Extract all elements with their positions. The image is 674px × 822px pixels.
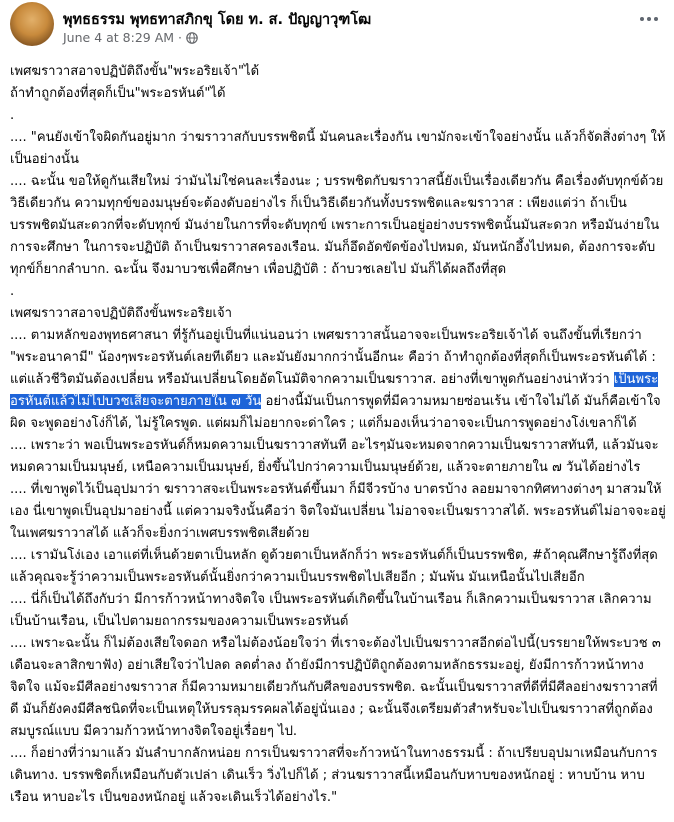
post-timestamp[interactable]: June 4 at 8:29 AM: [63, 30, 175, 45]
post-meta: [63, 30, 198, 45]
post-header: [0, 0, 674, 58]
paragraph: .... เพราะว่า พอเป็นพระอรหันต์ก็หมดความเป็นฆราวาสทันที อะไรๆมันจะหมดจากความเป็นฆราวาสทันที, แล้วมันจะหมดความเป็นมนุษย์, เหนือความเป็นมนุษย์, ยิ่งขึ้นไปกว่าความเป็นมนุษย์ด้วย, แล้วจะตายภายใน ๗ วันได้อย่างไร: [10, 438, 659, 475]
more-options-icon[interactable]: [632, 8, 666, 30]
paragraph: .... ฉะนั้น ขอให้ดูกันเสียใหม่ ว่ามันไม่ใช่คนละเรื่องนะ ; บรรพชิตกับฆราวาสนี้ยังเป็นเรื่องเดียวกัน คือเรื่องดับทุกข์ด้วยวิธีเดียวกัน ความทุกข์ของมนุษย์จะต้องดับอย่างไร ก็เป็นวิธีเดียวกันทั้งบรรพชิตและฆราวาส : เพียงแต่ว่า ถ้าเป็นบรรพชิตมันสะดวกที่จะดับทุกข์ มันง่ายในการที่จะดับทุกข์ เพราะการเป็นอยู่อย่างบรรพชิตนั้นมันสะดวก หรือมันง่ายในการจะศึกษา ในการจะปฏิบัติ ถ้าเป็นฆราวาสครองเรือน. มันก็อึดอัดขัดข้องไปหมด, มันหนักอึ้งไปหมด, ต้องการจะดับทุกข์ก็ยากลำบาก. ฉะนั้น จึงมาบวชเพื่อศึกษา เพื่อปฏิบัติ : ถ้าบวชเลยไป มันก็ได้ผลถึงที่สุด: [10, 174, 664, 277]
paragraph: .... เพราะฉะนั้น ก็ไม่ต้องเสียใจดอก หรือไม่ต้องน้อยใจว่า ที่เราจะต้องไปเป็นฆราวาสอีกต่อไปนี้(บรรยายให้พระบวช ๓ เดือนจะลาสิกขาฟัง) อย่าเสียใจว่าไปลด ลดต่ำลง ถ้ายังมีการปฏิบัติถูกต้องตามหลักธรรมะอยู่, ยังมีการก้าวหน้าทางจิตใจ แม้จะมีศีลอย่างฆราวาส ก็มีความหมายเดียวกันกับศีลของบรรพชิต. ฉะนั้นเป็นฆราวาสที่ดีที่มีศีลอย่างฆราวาสที่ดี มันก็ยังคงมีศีลชนิดที่จะเป็นเหตุให้บรรลุมรรคผลได้อยู่นั่นเอง ; ฉะนั้นจึงเตรียมตัวสำหรับจะไปเป็นฆราวาสที่ถูกต้องสมบูรณ์แบบ มีความก้าวหน้าทางจิตใจอยู่เรื่อยๆ ไป.: [10, 636, 661, 739]
paragraph: .... ก็อย่างที่ว่ามาแล้ว มันลำบากลักหน่อย การเป็นฆราวาสที่จะก้าวหน้าในทางธรรมนี้ : ถ้าเปรียบอุปมาเหมือนกับการเดินทาง. บรรพชิตก็เหมือนกับตัวเปล่า เดินเร็ว วิ่งไปก็ได้ ; ส่วนฆราวาสนี้เหมือนกับหาบของหนักอยู่ : หาบบ้าน หาบเรือน หาบอะไร เป็นของหนักอยู่ แล้วจะเดินเร็วได้อย่างไร.": [10, 746, 658, 805]
post-text: [10, 61, 666, 809]
author-name[interactable]: พุทธธรรม พุทธทาสภิกขุ โดย ท. ส. ปัญญาวุฑโฒ: [63, 12, 372, 28]
author-avatar[interactable]: [10, 2, 54, 46]
highlighted-selection[interactable]: เป็นพระอรหันต์แล้วไม่ไปบวชเสียจะตายภายใน ๗ วัน: [10, 372, 659, 409]
text-line-dot: .: [10, 284, 15, 299]
paragraph-text-before: .... ตามหลักของพุทธศาสนา ที่รู้กันอยู่เป็นที่แน่นอนว่า เพศฆราวาสนั้นอาจจะเป็นพระอริยเจ้าได้ จนถึงขั้นที่เรียกว่า "พระอนาคามี" น้องๆพระอรหันต์เลยทีเดียว และมันยังมากกว่านั้นอีกนะ คือว่า ถ้าทำถูกต้องที่สุดก็เป็นพระอรหันต์ได้ : แต่แล้วชีวิตมันต้องเปลี่ยน หรือมันเปลี่ยนโดยอัตโนมัติจากความเป็นฆราวาส. อย่างที่เขาพูดกันอย่างน่าหัวว่า: [10, 328, 656, 387]
more-dot: [640, 17, 644, 21]
meta-separator: ·: [178, 30, 183, 45]
section-heading: เพศฆราวาสอาจปฏิบัติถึงขั้นพระอริยเจ้า: [10, 306, 233, 321]
text-line-title: เพศฆราวาสอาจปฏิบัติถึงขั้น"พระอริยเจ้า"ได้: [10, 64, 260, 79]
more-dot: [654, 17, 658, 21]
paragraph: .... เรามันโง่เอง เอาแต่ที่เห็นด้วยตาเป็นหลัก ดูด้วยตาเป็นหลักก็ว่า พระอรหันต์ก็เป็นบรรพชิต, #ถ้าคุณศึกษารู้ถึงที่สุดแล้วคุณจะรู้ว่าความเป็นพระอรหันต์นั้นยิ่งกว่าความเป็นบรรพชิตไปเสียอีก ; มันพ้น มันเหนือนั้นไปเสียอีก: [10, 548, 658, 585]
paragraph: .... ที่เขาพูดไว้เป็นอุปมาว่า ฆราวาสจะเป็นพระอรหันต์ขึ้นมา ก็มีจีวรบ้าง บาตรบ้าง ลอยมาจากทิศทางต่างๆ มาสวมให้เอง นี่เขาพูดเป็นอุปมาอย่างนี้ แต่ความจริงนั้นคือว่า จิตใจมันเปลี่ยน ไม่อาจจะเป็นฆราวาสได้. พระอรหันต์ไม่อาจจะอยู่ในเพศฆราวาสได้ แล้วก็จะยิ่งกว่าเพศบรรพชิตเสียด้วย: [10, 482, 666, 541]
more-dot: [647, 17, 651, 21]
text-line-dot: .: [10, 108, 15, 123]
paragraph: [10, 325, 666, 435]
paragraph: .... "คนยังเข้าใจผิดกันอยู่มาก ว่าฆราวาสกับบรรพชิตนี้ มันคนละเรื่องกัน เขามักจะเข้าใจอย่างนั้น แล้วก็จัดสิ่งต่างๆ ให้เป็นอย่างนั้น: [10, 130, 666, 167]
text-line-subtitle: ถ้าทำถูกต้องที่สุดก็เป็น"พระอรหันต์"ได้: [10, 86, 226, 101]
globe-icon[interactable]: [186, 32, 198, 44]
paragraph-text-after: อย่างนี้มันเป็นการพูดที่มีความหมายซ่อนเร้น เข้าใจไม่ได้ มันก็คือเข้าใจผิด จะพูดอย่างโง่ก็ได้, ไม่รู้ใครพูด. แต่ผมก็ไม่อยากจะด่าใคร ; แต่ก็มองเห็นว่าอาจจะเป็นการพูดอย่างโง่เขลาก็ได้: [10, 394, 661, 431]
paragraph: .... นี่ก็เป็นได้ถึงกับว่า มีการก้าวหน้าทางจิตใจ เป็นพระอรหันต์เกิดขึ้นในบ้านเรือน ก็เลิกความเป็นฆราวาส เลิกความเป็นบ้านเรือน, เป็นไปตามยถากรรมของความเป็นพระอรหันต์: [10, 592, 652, 629]
